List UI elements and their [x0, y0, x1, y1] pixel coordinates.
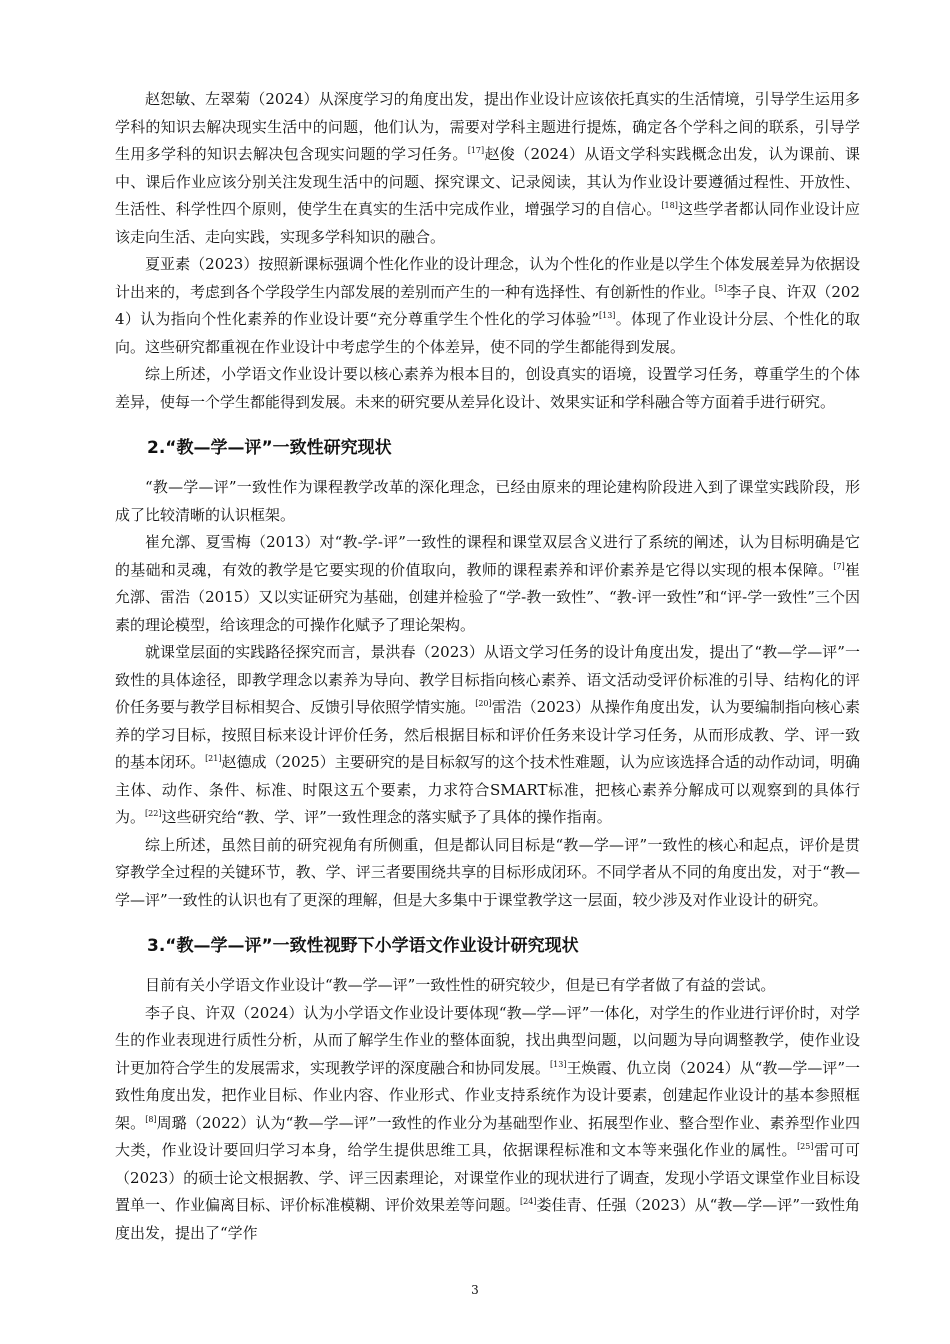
body-paragraph: [115, 639, 860, 832]
text-run: 赵俊（2024）从语文学科实践概念出发，认为课前、课中、课后作业应该分别关注发现生活中的问题、探究课文、记录阅读，其认为作业设计要遵循过程性、开放性、生活性、科学性四个原则，使学生在真实的生活中完成作业，增强学习的自信心。: [115, 145, 860, 218]
text-run: 娄佳青、任强（2023）从“教—学—评”一致性角度出发，提出了“学作: [115, 1196, 860, 1242]
text-run: 王焕霞、仇立岗（2024）从“教—学—评”一致性角度出发，把作业目标、作业内容、作业形式、作业支持系统作为设计要素，创建起作业设计的基本参照框架。: [115, 1058, 860, 1132]
body-paragraph: [115, 1000, 860, 1248]
section-heading: 3.“教—学—评”一致性视野下小学语文作业设计研究现状: [147, 936, 579, 956]
citation-marker: [22]: [145, 809, 162, 818]
citation-marker: [13]: [550, 1059, 567, 1069]
text-run: 赵恕敏、左翠菊（2024）从深度学习的角度出发，提出作业设计应该依托真实的生活情境，引导学生运用多学科的知识去解决现实生活中的问题，他们认为，需要对学科主题进行提炼，确定各个学科之间的联系，引导学生用多学科的知识去解决包含现实问题的学习任务。: [115, 90, 860, 163]
citation-marker: [13]: [599, 311, 616, 320]
text-run: 这些研究给“教、学、评”一致性理念的落实赋予了具体的操作指南。: [161, 808, 612, 826]
citation-marker: [5]: [715, 283, 727, 293]
page-number: 3: [471, 1283, 479, 1297]
text-run: 综上所述，小学语文作业设计要以核心素养为根本目的，创设真实的语境，设置学习任务，尊重学生的个体差异，使每一个学生都能得到发展。未来的研究要从差异化设计、效果实证和学科融合等方面着手进行研究。: [115, 365, 860, 411]
body-paragraph: [115, 474, 860, 529]
text-run: 崔允漷、夏雪梅（2013）对“教-学-评”一致性的课程和课堂双层含义进行了系统的阐述，认为目标明确是它的基础和灵魂，有效的教学是它要实现的价值取向，教师的课程素养和评价素养是它得以实现的根本保障。: [115, 533, 860, 579]
citation-marker: [18]: [661, 201, 678, 210]
text-run: 。体现了作业设计分层、个性化的取向。这些研究都重视在作业设计中考虑学生的个体差异，使不同的学生都能得到发展。: [115, 310, 860, 356]
text-run: 目前有关小学语文作业设计“教—学—评”一致性性的研究较少，但是已有学者做了有益的尝试。: [145, 976, 776, 994]
text-run: 雷浩（2023）从操作角度出发，认为要编制指向核心素养的学习目标，按照目标来设计评价任务，然后根据目标和评价任务来设计学习任务，从而形成教、学、评一致的基本闭环。: [115, 698, 860, 771]
citation-marker: [25]: [797, 1142, 814, 1151]
text-run: 赵德成（2025）主要研究的是目标叙写的这个技术性难题，认为应该选择合适的动作动词，明确主体、动作、条件、标准、时限这五个要素，力求符合SMART标准，把核心素养分解成可以观察到的具体行为。: [115, 753, 860, 826]
text-run: 李子良、许双（2024）认为指向个性化素养的作业设计要“充分尊重学生个性化的学习体验”: [115, 282, 860, 328]
citation-marker: [21]: [205, 754, 222, 763]
text-run: 崔允漷、雷浩（2015）又以实证研究为基础，创建并检验了“学-教一致性”、“教-评一致性”和“评-学一致性”三个因素的理论模型，给该理念的可操作化赋予了理论架构。: [115, 560, 860, 634]
document-body: [115, 86, 860, 1247]
body-paragraph: [115, 361, 860, 416]
text-run: 李子良、许双（2024）认为小学语文作业设计要体现“教—学—评”一体化，对学生的作业进行评价时，对学生的作业表现进行质性分析，从而了解学生作业的整体面貌，找出典型问题，以问题为导向调整教学，使作业设计更加符合学生的发展需求，实现教学评的深度融合和协同发展。: [115, 1003, 860, 1077]
text-run: “教—学—评”一致性作为课程教学改革的深化理念，已经由原来的理论建构阶段进入到了课堂实践阶段，形成了比较清晰的认识框架。: [115, 478, 860, 524]
text-run: 综上所述，虽然目前的研究视角有所侧重，但是都认同目标是“教—学—评”一致性的核心和起点，评价是贯穿教学全过程的关键环节，教、学、评三者要围绕共享的目标形成闭环。不同学者从不同的角度出发，对于“教—学—评”一致性的认识也有了更深的理解，但是大多集中于课堂教学这一层面，较少涉及对作业设计的研究。: [115, 835, 860, 909]
text-run: 夏亚素（2023）按照新课标强调个性化作业的设计理念，认为个性化的作业是以学生个体发展差异为依据设计出来的，考虑到各个学段学生内部发展的差别而产生的一种有选择性、有创新性的作业。: [115, 255, 860, 301]
citation-marker: [20]: [475, 699, 492, 708]
body-paragraph: [115, 832, 860, 915]
body-paragraph: [115, 86, 860, 251]
body-paragraph: [115, 529, 860, 639]
text-run: 就课堂层面的实践路径探究而言，景洪春（2023）从语文学习任务的设计角度出发，提出了“教—学—评”一致性的具体途径，即教学理念以素养为导向、教学目标指向核心素养、语文活动受评价标准的引导、结构化的评价任务要与教学目标相契合、反馈引导依照学情实施。: [115, 643, 860, 716]
citation-marker: [17]: [467, 146, 485, 155]
body-paragraph: [115, 251, 860, 361]
citation-marker: [8]: [145, 1114, 157, 1124]
citation-marker: [24]: [520, 1197, 537, 1206]
body-paragraph: [115, 972, 860, 1000]
text-run: 周璐（2022）认为“教—学—评”一致性的作业分为基础型作业、拓展型作业、整合型作业、素养型作业四大类，作业设计要回归学习本身，给学生提供思维工具，依据课程标准和文本等来强化作业的属性。: [115, 1113, 860, 1159]
text-run: 雷可可（2023）的硕士论文根据教、学、评三因素理论，对课堂作业的现状进行了调查，发现小学语文课堂作业目标设置单一、作业偏离目标、评价标准模糊、评价效果差等问题。: [115, 1141, 860, 1214]
citation-marker: [7]: [833, 561, 845, 571]
section-heading: 2.“教—学—评”一致性研究现状: [147, 438, 392, 458]
text-run: 这些学者都认同作业设计应该走向生活、走向实践，实现多学科知识的融合。: [115, 200, 860, 246]
